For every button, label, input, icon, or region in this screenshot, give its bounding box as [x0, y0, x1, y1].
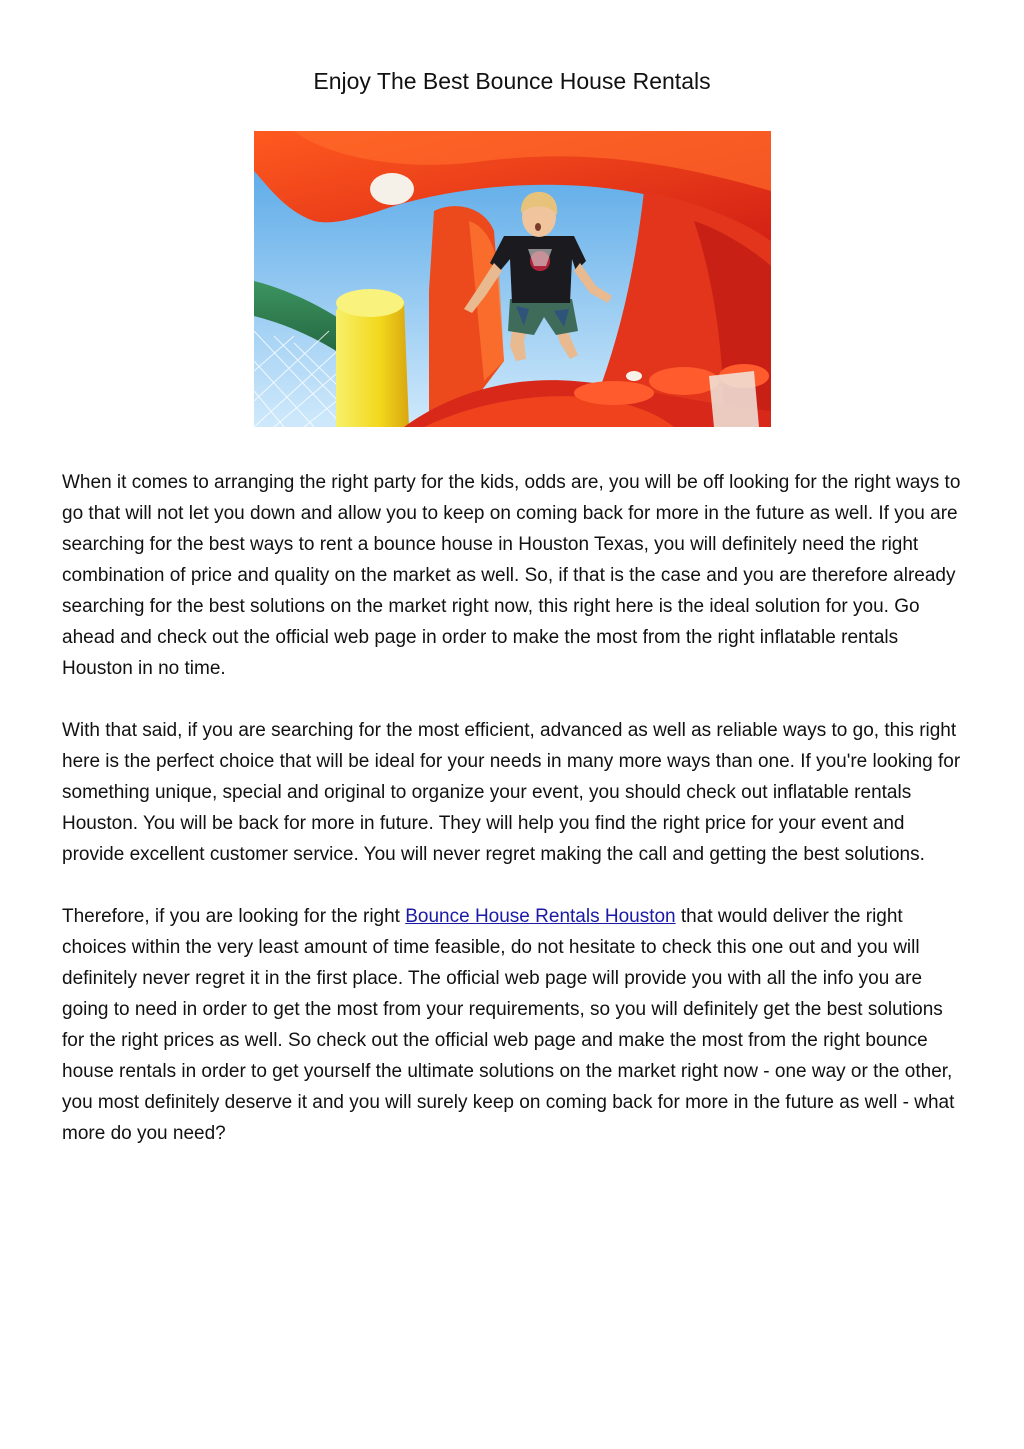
paragraph-3	[62, 901, 962, 1149]
paragraph-1: When it comes to arranging the right party for the kids, odds are, you will be off looking for the right ways to go that will not let you down and allow you to keep on coming back for more in the future as well. If you are searching for the best ways to rent a bounce house in Houston Texas, you will definitely need the right combination of price and quality on the market as well. So, if that is the case and you are therefore already searching for the best solutions on the market right now, this right here is the ideal solution for you. Go ahead and check out the official web page in order to make the most from the right inflatable rentals Houston in no time.	[62, 472, 961, 679]
paragraph-3-lead: Therefore, if you are looking for the right	[62, 906, 406, 927]
hero-photo	[254, 131, 771, 427]
page-title: Enjoy The Best Bounce House Rentals	[313, 68, 711, 94]
bounce-house-rentals-houston-link[interactable]: Bounce House Rentals Houston	[405, 906, 676, 927]
paragraph-3-rest: that would deliver the right choices within the very least amount of time feasible, do not hesitate to check this one out and you will definitely never regret it in the first place. The official web page will provide you with all the info you are going to need in order to get the most from your requirements, so you will definitely get the best solutions for the right prices as well. So check out the official web page and make the most from the right bounce house rentals in order to get yourself the ultimate solutions on the market right now - one way or the other, you most definitely deserve it and you will surely keep on coming back for more in the future as well - what more do you need?	[62, 906, 955, 1144]
article-body	[62, 467, 962, 1180]
bounce-house-photo-icon	[254, 131, 771, 427]
paragraph-2: With that said, if you are searching for the most efficient, advanced as well as reliable ways to go, this right here is the perfect choice that will be ideal for your needs in many more ways than one. If you're looking for something unique, special and original to organize your event, you should check out inflatable rentals Houston. You will be back for more in future. They will help you find the right price for your event and provide excellent customer service. You will never regret making the call and getting the best solutions.	[62, 720, 961, 865]
